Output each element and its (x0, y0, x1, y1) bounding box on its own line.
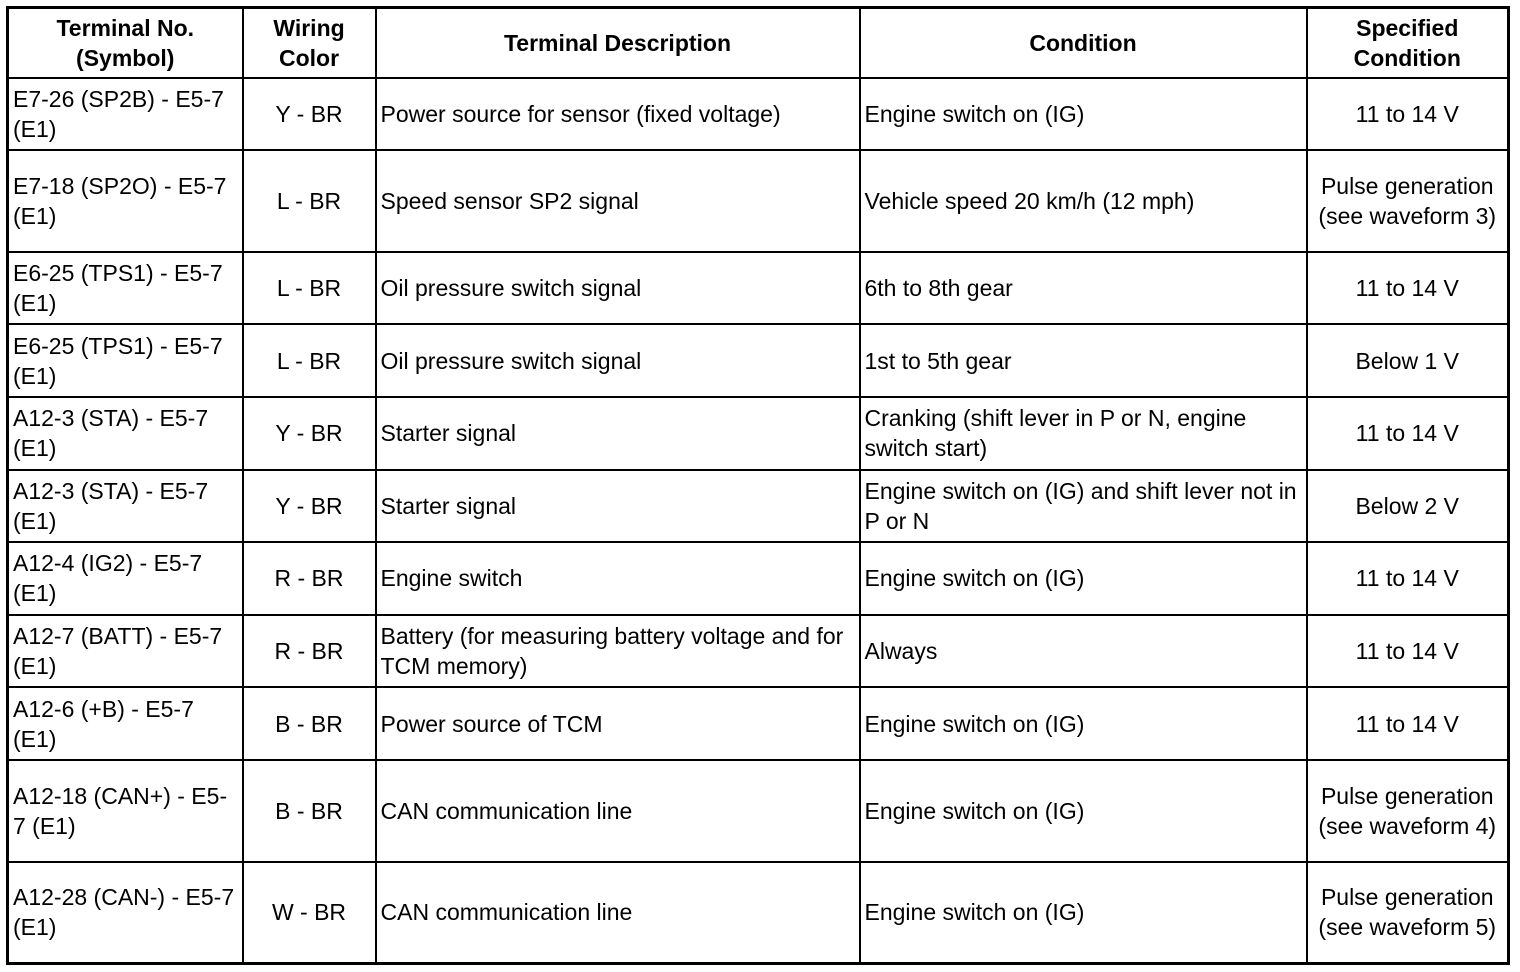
terminal-cell: A12-6 (+B) - E5-7 (E1) (8, 687, 243, 760)
specified-condition-cell: 11 to 14 V (1307, 615, 1509, 688)
table-row (8, 760, 1509, 862)
table-row (8, 78, 1509, 151)
specified-condition-cell: 11 to 14 V (1307, 397, 1509, 470)
condition-cell: 6th to 8th gear (860, 252, 1307, 325)
condition-cell: Always (860, 615, 1307, 688)
table-row (8, 397, 1509, 470)
wiring-color-cell: Y - BR (243, 470, 376, 543)
terminal-cell: E7-18 (SP2O) - E5-7 (E1) (8, 150, 243, 252)
specified-condition-cell: Pulse generation (see waveform 5) (1307, 862, 1509, 964)
terminal-cell: A12-3 (STA) - E5-7 (E1) (8, 397, 243, 470)
specified-condition-cell: Pulse generation (see waveform 3) (1307, 150, 1509, 252)
terminal-cell: A12-4 (IG2) - E5-7 (E1) (8, 542, 243, 615)
wiring-color-cell: L - BR (243, 252, 376, 325)
wiring-color-cell: B - BR (243, 760, 376, 862)
specified-condition-cell: Pulse generation (see waveform 4) (1307, 760, 1509, 862)
wiring-color-cell: B - BR (243, 687, 376, 760)
description-cell: Oil pressure switch signal (376, 252, 860, 325)
condition-cell: Engine switch on (IG) (860, 862, 1307, 964)
header-terminal-description: Terminal Description (376, 8, 860, 78)
description-cell: Speed sensor SP2 signal (376, 150, 860, 252)
table-row (8, 252, 1509, 325)
description-cell: Power source of TCM (376, 687, 860, 760)
condition-cell: Vehicle speed 20 km/h (12 mph) (860, 150, 1307, 252)
description-cell: Oil pressure switch signal (376, 324, 860, 397)
wiring-color-cell: L - BR (243, 150, 376, 252)
wiring-color-cell: R - BR (243, 542, 376, 615)
specified-condition-cell: 11 to 14 V (1307, 542, 1509, 615)
terminal-spec-table (6, 6, 1510, 965)
condition-cell: Engine switch on (IG) (860, 542, 1307, 615)
wiring-color-cell: L - BR (243, 324, 376, 397)
terminal-cell: A12-3 (STA) - E5-7 (E1) (8, 470, 243, 543)
description-cell: CAN communication line (376, 760, 860, 862)
description-cell: Engine switch (376, 542, 860, 615)
header-wiring-color: Wiring Color (243, 8, 376, 78)
table-row (8, 150, 1509, 252)
table-row (8, 862, 1509, 964)
terminal-cell: E6-25 (TPS1) - E5-7 (E1) (8, 252, 243, 325)
condition-cell: Cranking (shift lever in P or N, engine switch start) (860, 397, 1307, 470)
condition-cell: Engine switch on (IG) (860, 78, 1307, 151)
terminal-cell: A12-28 (CAN-) - E5-7 (E1) (8, 862, 243, 964)
header-condition: Condition (860, 8, 1307, 78)
description-cell: Starter signal (376, 470, 860, 543)
table-row (8, 687, 1509, 760)
table-row (8, 470, 1509, 543)
specified-condition-cell: 11 to 14 V (1307, 252, 1509, 325)
condition-cell: 1st to 5th gear (860, 324, 1307, 397)
description-cell: Starter signal (376, 397, 860, 470)
description-cell: Battery (for measuring battery voltage and for TCM memory) (376, 615, 860, 688)
header-specified-condition: Specified Condition (1307, 8, 1509, 78)
specified-condition-cell: Below 2 V (1307, 470, 1509, 543)
condition-cell: Engine switch on (IG) (860, 760, 1307, 862)
terminal-cell: E6-25 (TPS1) - E5-7 (E1) (8, 324, 243, 397)
specified-condition-cell: Below 1 V (1307, 324, 1509, 397)
description-cell: CAN communication line (376, 862, 860, 964)
wiring-color-cell: W - BR (243, 862, 376, 964)
header-terminal: Terminal No. (Symbol) (8, 8, 243, 78)
terminal-cell: A12-18 (CAN+) - E5-7 (E1) (8, 760, 243, 862)
table-row (8, 615, 1509, 688)
terminal-cell: A12-7 (BATT) - E5-7 (E1) (8, 615, 243, 688)
table-row (8, 324, 1509, 397)
table-row (8, 542, 1509, 615)
specified-condition-cell: 11 to 14 V (1307, 78, 1509, 151)
wiring-color-cell: Y - BR (243, 78, 376, 151)
specified-condition-cell: 11 to 14 V (1307, 687, 1509, 760)
wiring-color-cell: R - BR (243, 615, 376, 688)
terminal-cell: E7-26 (SP2B) - E5-7 (E1) (8, 78, 243, 151)
condition-cell: Engine switch on (IG) and shift lever not in P or N (860, 470, 1307, 543)
header-row (8, 8, 1509, 78)
condition-cell: Engine switch on (IG) (860, 687, 1307, 760)
description-cell: Power source for sensor (fixed voltage) (376, 78, 860, 151)
wiring-color-cell: Y - BR (243, 397, 376, 470)
